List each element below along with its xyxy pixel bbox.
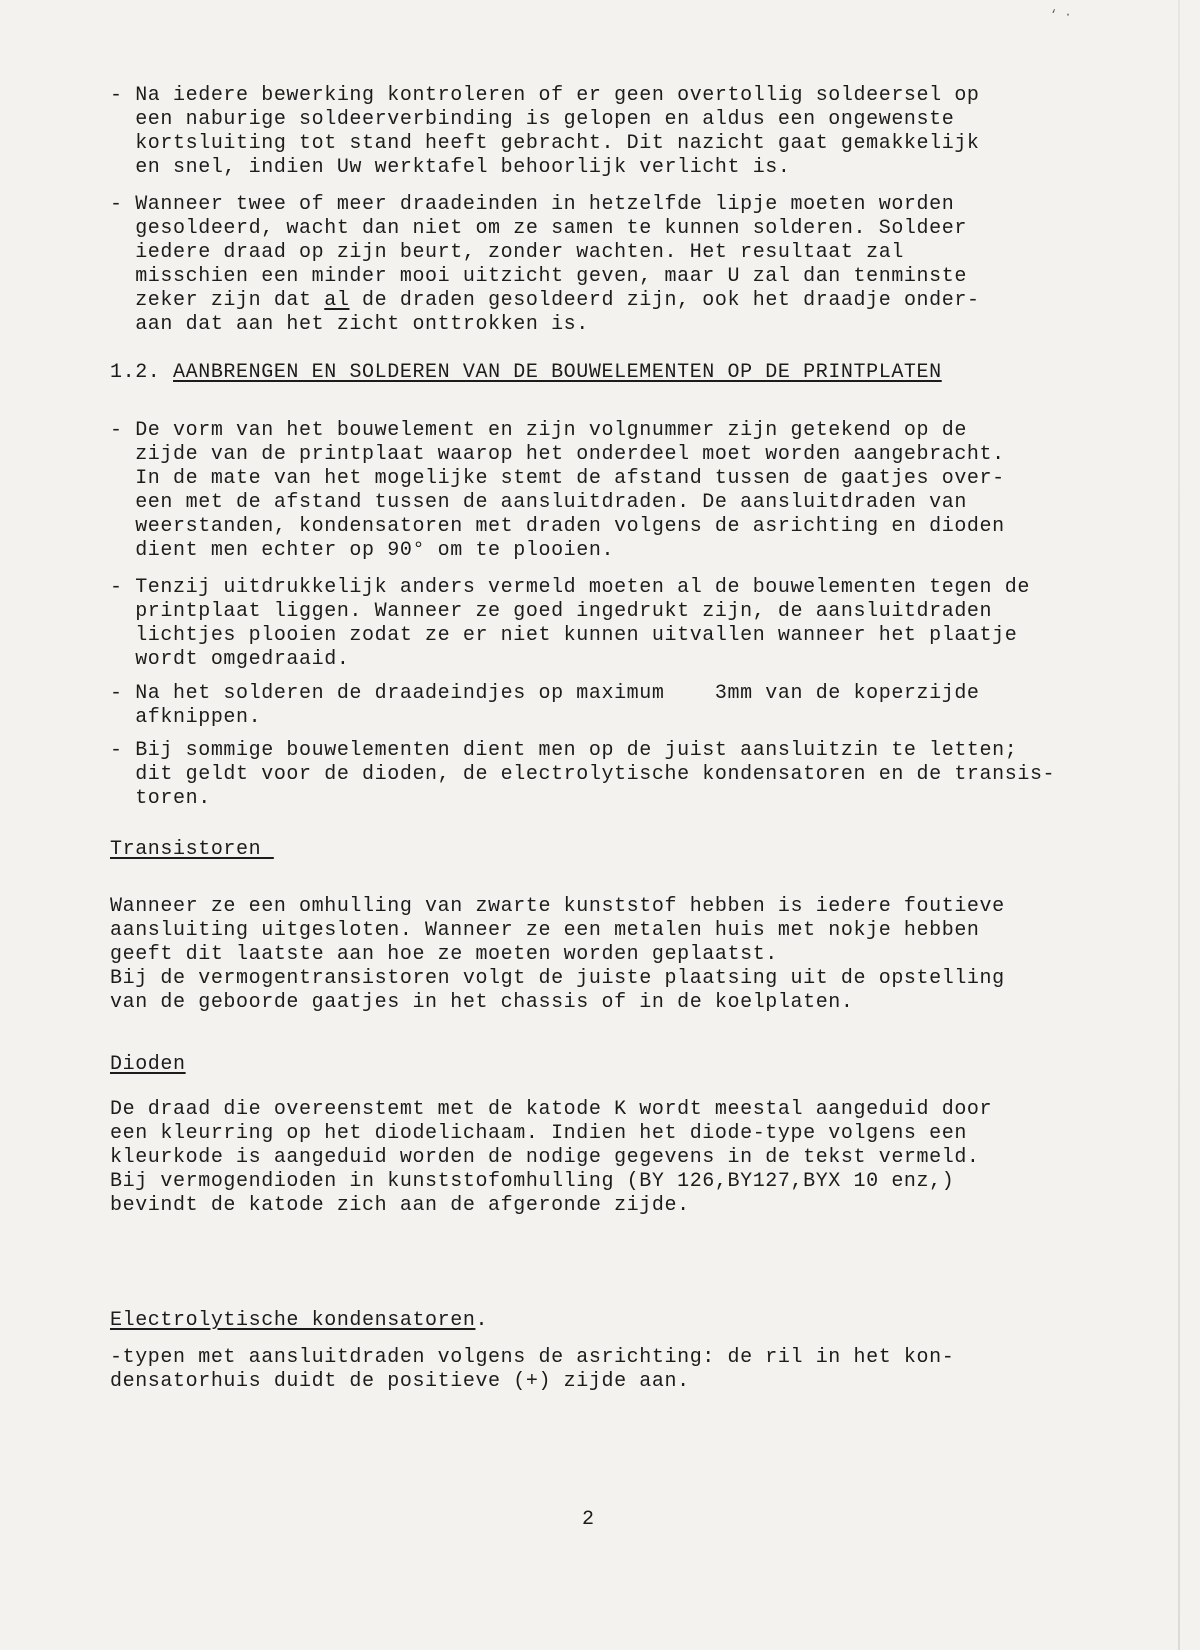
corner-marks: ‘ · [1050,8,1072,22]
text-line: 1.2. AANBRENGEN EN SOLDEREN VAN DE BOUWELEMENTEN OP DE PRINTPLATEN [110,361,942,384]
underlined-heading: AANBRENGEN EN SOLDEREN VAN DE BOUWELEMENTEN OP DE PRINTPLATEN [173,361,942,384]
text-line: kleurkode is aangeduid worden de nodige gegevens in de tekst vermeld. [110,1146,980,1169]
text-line: misschien een minder mooi uitzicht geven, maar U zal dan tenminste [110,265,967,288]
text-line: gesoldeerd, wacht dan niet om ze samen te kunnen solderen. Soldeer [110,217,967,240]
text-line: printplaat liggen. Wanneer ze goed ingedrukt zijn, de aansluitdraden [110,600,993,623]
text-line: aansluiting uitgesloten. Wanneer ze een metalen huis met nokje hebben [110,919,980,942]
page-edge-shadow [1178,0,1180,1650]
text-line [110,838,274,862]
text-line: De draad die overeenstemt met de katode K wordt meestal aangeduid door [110,1098,993,1121]
underlined-heading: Electrolytische kondensatoren [110,1309,476,1332]
underlined-heading: Dioden [110,1053,186,1076]
text-line: aan dat aan het zicht onttrokken is. [110,313,589,336]
text-line: Electrolytische kondensatoren. [110,1309,489,1332]
text-line: weerstanden, kondensatoren met draden volgens de asrichting en dioden [110,515,1005,538]
text-line: een naburige soldeerverbinding is gelopen en aldus een ongewenste [110,108,955,131]
text-line: - Bij sommige bouwelementen dient men op de juist aansluitzin te letten; [110,739,1018,762]
text-line: toren. [110,787,211,810]
text-line: - Tenzij uitdrukkelijk anders vermeld moeten al de bouwelementen tegen de [110,576,1030,599]
text-line: van de geboorde gaatjes in het chassis of in de koelplaten. [110,991,854,1014]
text-line: dient men echter op 90° om te plooien. [110,539,615,562]
text-line: - Na het solderen de draadeindjes op maximum 3mm van de koperzijde [110,682,980,705]
text-line: en snel, indien Uw werktafel behoorlijk verlicht is. [110,156,791,179]
text-line: In de mate van het mogelijke stemt de afstand tussen de gaatjes over- [110,467,1005,490]
text-line: Bij vermogendioden in kunststofomhulling (BY 126,BY127,BYX 10 enz,) [110,1170,955,1193]
text-line: geeft dit laatste aan hoe ze moeten worden geplaatst. [110,943,778,966]
underlined-word: al [324,289,350,312]
page-number: 2 [582,1508,595,1531]
text-line: densatorhuis duidt de positieve (+) zijde aan. [110,1370,690,1393]
text-line: - Wanneer twee of meer draadeinden in hetzelfde lipje moeten worden [110,193,955,216]
text-line: - Na iedere bewerking kontroleren of er geen overtollig soldeersel op [110,84,980,107]
underlined-heading: Transistoren [110,838,274,861]
text-line: lichtjes plooien zodat ze er niet kunnen uitvallen wanneer het plaatje [110,624,1018,647]
text-line [110,1053,186,1077]
text-line: wordt omgedraaid. [110,648,350,671]
text-line: -typen met aansluitdraden volgens de asrichting: de ril in het kon- [110,1346,955,1369]
text-line: een kleurring op het diodelichaam. Indien het diode-type volgens een [110,1122,967,1145]
text-line: dit geldt voor de dioden, de electrolytische kondensatoren en de transis- [110,763,1056,786]
text-line: iedere draad op zijn beurt, zonder wachten. Het resultaat zal [110,241,904,264]
text-line: zeker zijn dat al de draden gesoldeerd zijn, ook het draadje onder- [110,289,980,312]
text-line: kortsluiting tot stand heeft gebracht. Dit nazicht gaat gemakkelijk [110,132,980,155]
text-line: bevindt de katode zich aan de afgeronde zijde. [110,1194,690,1217]
text-line: afknippen. [110,706,262,729]
text-line: een met de afstand tussen de aansluitdraden. De aansluitdraden van [110,491,967,514]
text-line: Bij de vermogentransistoren volgt de juiste plaatsing uit de opstelling [110,967,1005,990]
text-line: zijde van de printplaat waarop het onderdeel moet worden aangebracht. [110,443,1005,466]
text-line: Wanneer ze een omhulling van zwarte kunststof hebben is iedere foutieve [110,895,1005,918]
text-line: - De vorm van het bouwelement en zijn volgnummer zijn getekend op de [110,419,967,442]
